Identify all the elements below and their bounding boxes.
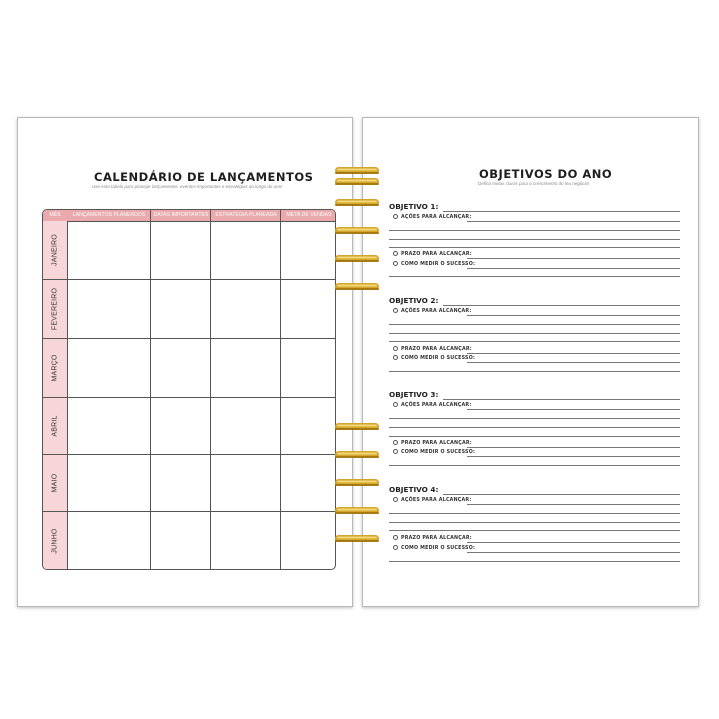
objective-4-actions-label: AÇÕES PARA ALCANÇAR: xyxy=(393,497,471,503)
objective-2-actions-label: AÇÕES PARA ALCANÇAR: xyxy=(393,308,471,314)
spiral-ring-icon xyxy=(334,420,380,433)
objective-1-line xyxy=(443,211,680,212)
objective-3-line xyxy=(443,399,680,400)
grid-line xyxy=(280,210,281,569)
writing-line xyxy=(389,333,680,334)
writing-line xyxy=(467,268,680,269)
objective-3-label: OBJETIVO 3: xyxy=(389,390,439,399)
left-page xyxy=(17,117,353,607)
grid-line xyxy=(43,338,335,339)
spiral-ring-icon xyxy=(334,280,380,293)
writing-line xyxy=(389,247,680,248)
writing-line xyxy=(467,315,680,316)
bullet-icon xyxy=(393,535,398,540)
objective-2-label: OBJETIVO 2: xyxy=(389,296,439,305)
month-label-january: JANEIRO xyxy=(51,234,59,266)
launch-calendar-table xyxy=(42,209,336,570)
writing-line xyxy=(467,542,680,543)
right-page xyxy=(362,117,699,607)
writing-line xyxy=(467,258,680,259)
writing-line xyxy=(467,504,680,505)
writing-line xyxy=(389,371,680,372)
objective-1-actions-label: AÇÕES PARA ALCANÇAR: xyxy=(393,214,471,220)
writing-line xyxy=(389,324,680,325)
month-label-april: ABRIL xyxy=(51,415,59,437)
writing-line xyxy=(467,409,680,410)
bullet-icon xyxy=(393,261,398,266)
grid-line xyxy=(43,279,335,280)
spiral-ring-icon xyxy=(334,175,380,188)
column-header-planned-strategy: ESTRATÉGIA PLANEADA xyxy=(215,212,277,218)
month-label-june: JUNHO xyxy=(51,528,59,554)
writing-line xyxy=(389,513,680,514)
objective-4-label: OBJETIVO 4: xyxy=(389,485,439,494)
objectives-title: OBJETIVOS DO ANO xyxy=(479,167,613,181)
spiral-ring-icon xyxy=(334,196,380,209)
spiral-ring-icon xyxy=(334,224,380,237)
writing-line xyxy=(467,447,680,448)
bullet-icon xyxy=(393,402,398,407)
writing-line xyxy=(389,436,680,437)
bullet-icon xyxy=(393,497,398,502)
writing-line xyxy=(389,418,680,419)
spiral-ring-icon xyxy=(334,504,380,517)
objectives-subtitle: Defina metas claras para o crescimento do teu negócio! xyxy=(478,181,590,186)
writing-line xyxy=(389,465,680,466)
bullet-icon xyxy=(393,440,398,445)
bullet-icon xyxy=(393,346,398,351)
objective-4-deadline-label: PRAZO PARA ALCANÇAR: xyxy=(393,535,472,541)
calendar-subtitle: Use esta tabela para planejar lançamentos, eventos importantes e estratégias ao longo do ano! xyxy=(92,184,283,189)
grid-line xyxy=(210,210,211,569)
writing-line xyxy=(467,221,680,222)
objective-1-label: OBJETIVO 1: xyxy=(389,202,439,211)
objective-1-deadline-label: PRAZO PARA ALCANÇAR: xyxy=(393,251,472,257)
month-label-march: MARÇO xyxy=(51,354,59,382)
month-label-february: FEVEREIRO xyxy=(51,287,59,331)
writing-line xyxy=(467,552,680,553)
column-header-sales-goal: META DE VENDAS xyxy=(286,212,332,218)
grid-line xyxy=(150,210,151,569)
column-header-planned-launches: LANÇAMENTOS PLANEADOS xyxy=(72,212,146,218)
objective-3-deadline-label: PRAZO PARA ALCANÇAR: xyxy=(393,440,472,446)
column-header-month: MÊS xyxy=(49,212,61,218)
bullet-icon xyxy=(393,545,398,550)
objective-3-actions-label: AÇÕES PARA ALCANÇAR: xyxy=(393,402,471,408)
objective-2-deadline-label: PRAZO PARA ALCANÇAR: xyxy=(393,346,472,352)
bullet-icon xyxy=(393,449,398,454)
bullet-icon xyxy=(393,355,398,360)
writing-line xyxy=(389,522,680,523)
writing-line xyxy=(389,561,680,562)
month-label-may: MAIO xyxy=(51,473,59,493)
writing-line xyxy=(389,239,680,240)
objective-3-measure-label: COMO MEDIR O SUCESSO: xyxy=(393,449,475,455)
objective-2-line xyxy=(443,305,680,306)
column-header-important-dates: DATAS IMPORTANTES xyxy=(153,212,209,218)
bullet-icon xyxy=(393,214,398,219)
writing-line xyxy=(389,427,680,428)
bullet-icon xyxy=(393,308,398,313)
objective-4-line xyxy=(443,494,680,495)
writing-line xyxy=(467,362,680,363)
writing-line xyxy=(467,353,680,354)
objective-2-measure-label: COMO MEDIR O SUCESSO: xyxy=(393,355,475,361)
bullet-icon xyxy=(393,251,398,256)
spiral-ring-icon xyxy=(334,532,380,545)
grid-line xyxy=(43,397,335,398)
objective-1-measure-label: COMO MEDIR O SUCESSO: xyxy=(393,261,475,267)
writing-line xyxy=(389,230,680,231)
writing-line xyxy=(389,276,680,277)
spiral-ring-icon xyxy=(334,476,380,489)
calendar-title: CALENDÁRIO DE LANÇAMENTOS xyxy=(94,170,314,184)
writing-line xyxy=(389,530,680,531)
spiral-ring-icon xyxy=(334,448,380,461)
objective-4-measure-label: COMO MEDIR O SUCESSO: xyxy=(393,545,475,551)
writing-line xyxy=(467,456,680,457)
grid-line xyxy=(43,511,335,512)
spiral-ring-icon xyxy=(334,252,380,265)
grid-line xyxy=(43,454,335,455)
writing-line xyxy=(389,341,680,342)
